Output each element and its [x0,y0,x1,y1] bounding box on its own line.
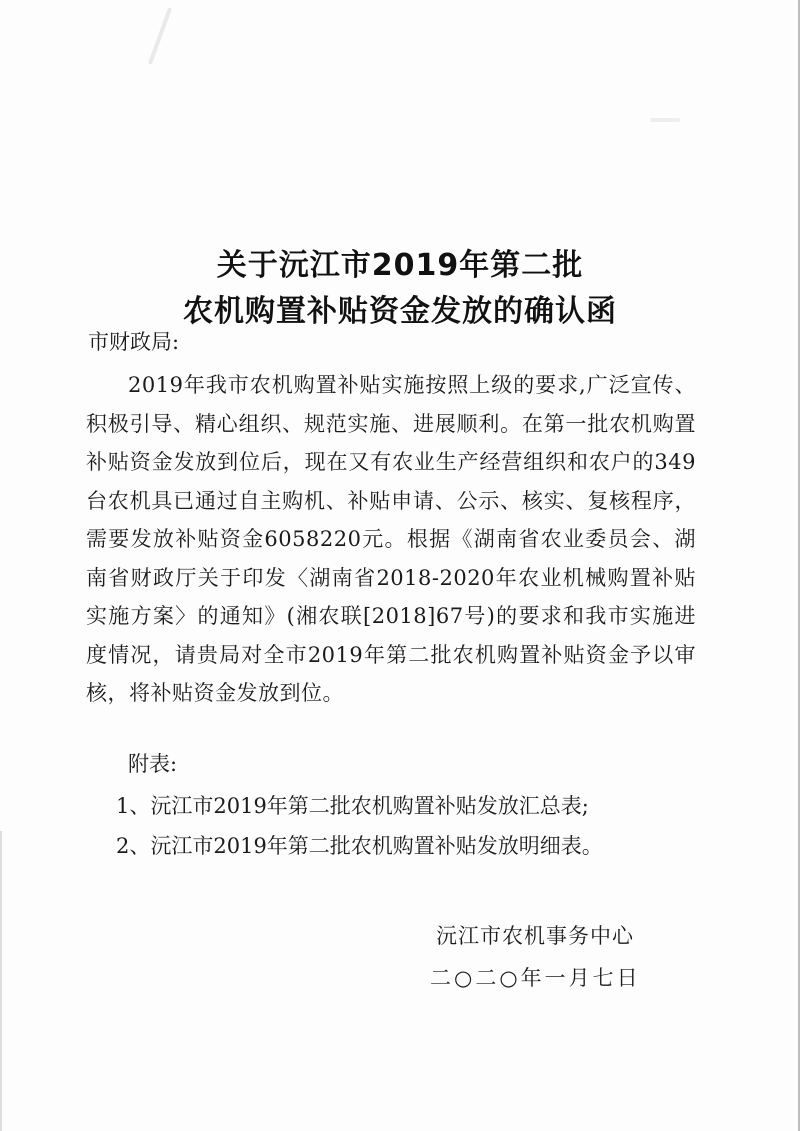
issue-date: 二○二○年一月七日 [430,966,641,990]
body-paragraph: 2019年我市农机购置补贴实施按照上级的要求,广泛宣传、积极引导、精心组织、规范实施、进展顺利。在第一批农机购置补贴资金发放到位后，现在又有农业生产经营组织和农户的349台农机具已通过自主购机、补贴申请、公示、核实、复核程序，需要发放补贴资金6058220元。根据《湖南省农业委员会、湖南省财政厅关于印发〈湖南省2018-2020年农业机械购置补贴实施方案〉的通知》(湘农联[2018]67号)的要求和我市实施进度情况，请贵局对全市2019年第二批农机购置补贴资金予以审核，将补贴资金发放到位。 [86,373,696,705]
attachment-item: 1、沅江市2019年第二批农机购置补贴发放汇总表; [116,794,589,818]
issuer-signature: 沅江市农机事务中心 [436,924,634,948]
attachments-label: 附表: [128,752,178,776]
attachment-item: 2、沅江市2019年第二批农机购置补贴发放明细表。 [116,834,603,858]
scan-edge [0,831,2,1131]
document-title-line2: 农机购置补贴资金发放的确认函 [183,294,617,329]
scan-artifact [650,118,680,122]
document-title-line1: 关于沅江市2019年第二批 [216,248,584,283]
addressee: 市财政局: [88,330,180,354]
scan-artifact [148,7,172,65]
